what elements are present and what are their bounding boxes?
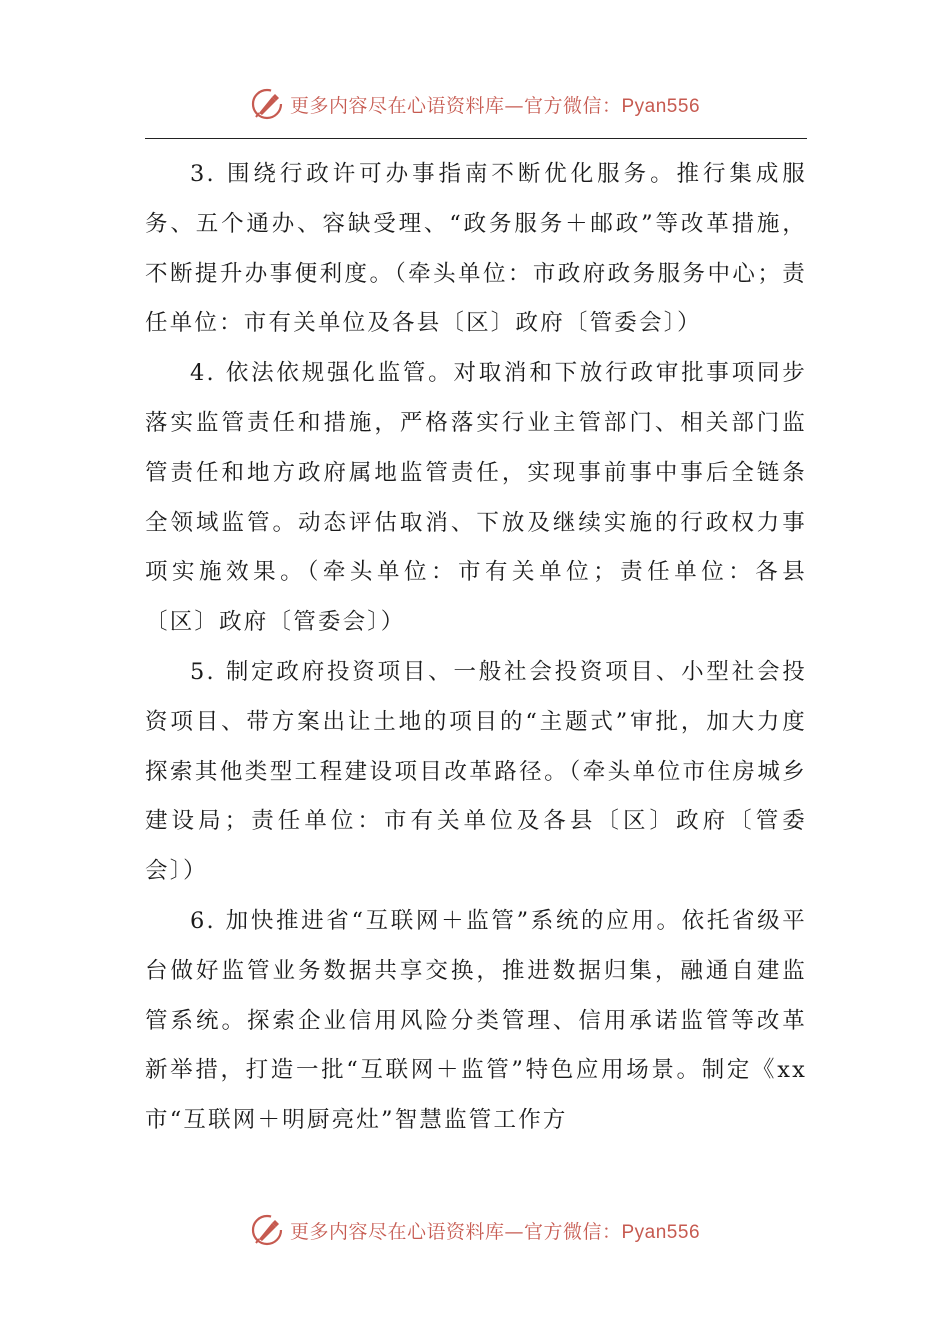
watermark-handle: Pyan556 xyxy=(621,95,701,117)
pen-nib-logo-icon xyxy=(250,87,284,121)
watermark-text: 更多内容尽在心语资料库—官方微信： xyxy=(289,94,622,117)
watermark-text: 更多内容尽在心语资料库—官方微信： xyxy=(289,1220,622,1243)
paragraph-item-6: 6. 加快推进省“互联网＋监管”系统的应用。依托省级平台做好监管业务数据共享交换，推进数据归集，融通自建监管系统。探索企业信用风险分类管理、信用承诺监管等改革新举措，打造一批“互联网＋监管”特色应用场景。制定《xx市“互联网＋明厨亮灶”智慧监管工作方 xyxy=(145,907,807,1134)
header-watermark xyxy=(0,84,950,124)
header-divider xyxy=(145,138,807,139)
pen-nib-logo-icon xyxy=(250,1213,284,1247)
footer-watermark xyxy=(0,1210,950,1250)
paragraph-item-3: 3. 围绕行政许可办事指南不断优化服务。推行集成服务、五个通办、容缺受理、“政务服务＋邮政”等改革措施，不断提升办事便利度。（牵头单位：市政府政务服务中心；责任单位：市有关单位及各县〔区〕政府〔管委会〕） xyxy=(145,161,807,337)
watermark-handle: Pyan556 xyxy=(621,1221,701,1243)
paragraph-item-4: 4. 依法依规强化监管。对取消和下放行政审批事项同步落实监管责任和措施，严格落实行业主管部门、相关部门监管责任和地方政府属地监管责任，实现事前事中事后全链条全领域监管。动态评估取消、下放及继续实施的行政权力事项实施效果。（牵头单位：市有关单位；责任单位：各县〔区〕政府〔管委会〕） xyxy=(145,360,807,636)
document-body xyxy=(145,150,807,1146)
paragraph-item-5: 5. 制定政府投资项目、一般社会投资项目、小型社会投资项目、带方案出让土地的项目的“主题式”审批，加大力度探索其他类型工程建设项目改革路径。（牵头单位市住房城乡建设局；责任单位：市有关单位及各县〔区〕政府〔管委会〕） xyxy=(145,658,807,885)
